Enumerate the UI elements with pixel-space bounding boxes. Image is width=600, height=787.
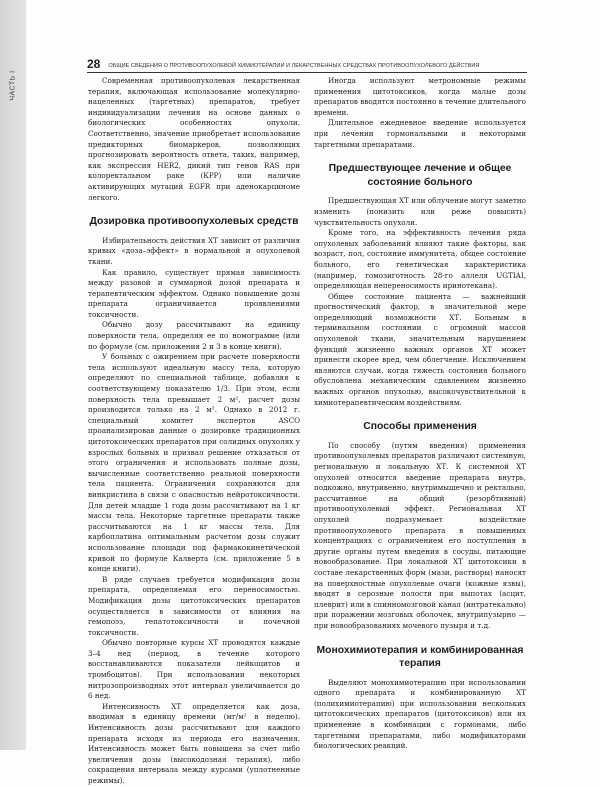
paragraph: По способу (путям введения) применения противоопухолевых препаратов различают системную, региональную и локальную ХТ. К системной ХТ опухолей относится введение препарата внутрь, подкожно, внутривенно, внутримышечно и ректально, рассчитанное на общий (резорбтивный) противоопухолевый эффект. Региональная ХТ опухолей подразумевает воздействие противоопухолевого препарата в повышенных концентрациях с ограничением его поступления в другие органы путем введения в сосуды, питающие новообразование. При локальной ХТ цитотоксики в составе лекарственных форм (мази, растворы) наносят на поверхностные опухолевые очаги (кожные язвы), вводят в серозные полости при выпотах (асцит, плеврит) или в спинномозговой канал (интратекально) при поражении мозговых оболочек, внутрипузырно — при новообразованиях мочевого пузыря и т.д. bbox=[314, 440, 526, 630]
paragraph: Предшествующая ХТ или облучение могут заметно изменить (понизить или реже повысить) чувствительность опухоли. bbox=[314, 196, 526, 227]
section-heading-monotherapy: Монохимиотерапия и комбинированная терапия bbox=[316, 644, 524, 670]
paragraph: Обычно повторные курсы ХТ проводятся каждые 3–4 нед (период, в течение которого восстанавливаются показатели лейкоцитов и тромбоцитов). При использовании некоторых нитрозопроизводных этот интервал увеличивается до 6 нед. bbox=[88, 638, 300, 701]
paragraph: В ряде случаев требуется модификация дозы препарата, определяемая его переносимостью. Модификация дозы цитотоксических препаратов осуществляется в зависимости от влияния на гемопоэз, гепатотоксичности и почечной токсичности. bbox=[88, 574, 300, 637]
left-column bbox=[88, 76, 300, 787]
page-header bbox=[87, 54, 527, 73]
paragraph: Современная противоопухолевая лекарственная терапия, включающая использование молекулярно-нацеленных (таргетных) препаратов, требует индивидуализации лечения на основе данных о биологических особенностях опухоли. Соответственно, значение приобретает использование предикторных биомаркеров, позволяющих прогнозировать вероятность ответа, таких, например, как экспрессия HER2, дикий тип генов RAS при колоректальном раке (КРР) или наличие активирующих мутаций EGFR при аденокарциноме легкого. bbox=[88, 76, 300, 202]
paragraph: Выделяют монохимиотерапию при использовании одного препарата и комбинированную ХТ (полихимиотерапию) при использовании нескольких цитотоксических препаратов (цитотоксиков) или их применение в комбинации с гормонами, либо таргетными препаратами, либо модификаторами биологических реакций. bbox=[314, 677, 526, 751]
paragraph: У больных с ожирением при расчете поверхности тела используют идеальную массу тела, которую определяют по специальной таблице, добавляя к соответствующему показателю 1/3. При этом, если поверхность тела превышает 2 м², расчет дозы производится только на 2 м². Однако в 2012 г. специальный комитет экспертов ASCO проанализировав данные о дозировке традиционных цитотоксических препаратов при солидных опухолях у взрослых больных и призвал решение отказаться от этого ограничения и использовать полные дозы, вычисленные соответственно реальной поверхности тела пациента. Ограничения сохраняются для винкристина в связи с опасностью нейротоксичности. Для детей младше 1 года дозы рассчитывают на 1 кг массы тела. Некоторые таргетные препараты также рассчитываются на 1 кг массы тела. Для карбоплатина оптимальным расчетом дозы служит использование площади под фармакокинетической кривой по формуле Калверта (см. приложение 5 в конце книги). bbox=[88, 352, 300, 574]
section-heading-administration: Способы применения bbox=[363, 421, 477, 433]
section-heading-dosage: Дозировка противоопухолевых средств bbox=[89, 216, 299, 228]
page-number: 28 bbox=[87, 57, 101, 71]
right-column bbox=[314, 76, 526, 752]
running-title: ОБЩИЕ СВЕДЕНИЯ О ПРОТИВООПУХОЛЕВОЙ ХИМИОТЕРАПИИ И ЛЕКАРСТВЕННЫХ СРЕДСТВАХ ПРОТИВООПУХОЛЕВОГО ДЕЙСТВИЯ bbox=[108, 63, 480, 69]
part-label bbox=[0, 40, 26, 130]
section-heading-prior-treatment: Предшествующее лечение и общее состояние больного bbox=[328, 163, 512, 188]
paragraph: Длительное ежедневное введение используется при лечении гормональными и некоторыми таргетными препаратами. bbox=[314, 118, 526, 149]
paragraph: Избирательность действия ХТ зависит от различия кривых «доза–эффект» в нормальной и опухолевой ткани. bbox=[88, 235, 300, 266]
part-label-text: ЧАСТЬ I bbox=[9, 69, 17, 101]
paragraph: Обычно дозу рассчитывают на единицу поверхности тела, определяя ее по номограмме (или по формуле (см. приложения 2 и 3 в конце книги). bbox=[88, 320, 300, 351]
paragraph: Интенсивность ХТ определяется как доза, вводимая в единицу времени (мг/м² в неделю). Интенсивность дозы рассчитывают для каждого препарата исходя из периода его назначения. Интенсивность может быть повышена за счет либо увеличения дозы (высокодозная терапия), либо сокращения интервала между курсами (уплотненные режимы). bbox=[88, 701, 300, 785]
paragraph: Иногда используют метрономные режимы применения цитотоксиков, когда малые дозы препаратов вводятся постоянно в течение длительного времени. bbox=[314, 76, 527, 117]
paragraph: Общее состояние пациента — важнейший прогностический фактор, в значительной мере определяющий возможности ХТ. Больным в терминальном состоянии с огромной массой опухолевой ткани, значительным нарушением функций жизненно важных органов ХТ может принести скорее вред, чем облегчение. Исключением являются случаи, когда тяжесть состояния больного обусловлена механическим сдавлением жизненно важных органов опухолью, высокочувствительной к химиотерапевтическим воздействиям. bbox=[314, 291, 526, 407]
paragraph: Кроме того, на эффективность лечения ряда опухолевых заболеваний влияют такие факторы, как возраст, пол, состояние иммунитета, общее состояние больного, его генетическая характеристика (например, гомозиготность 28-го аллеля UGTIAI, определяющая непереносимость иринотекана). bbox=[314, 228, 526, 291]
paragraph: Как правило, существует прямая зависимость между разовой и суммарной дозой препарата и терапевтическим эффектом. Однако повышение дозы препарата ограничивается проявлениями токсичности. bbox=[88, 267, 300, 319]
